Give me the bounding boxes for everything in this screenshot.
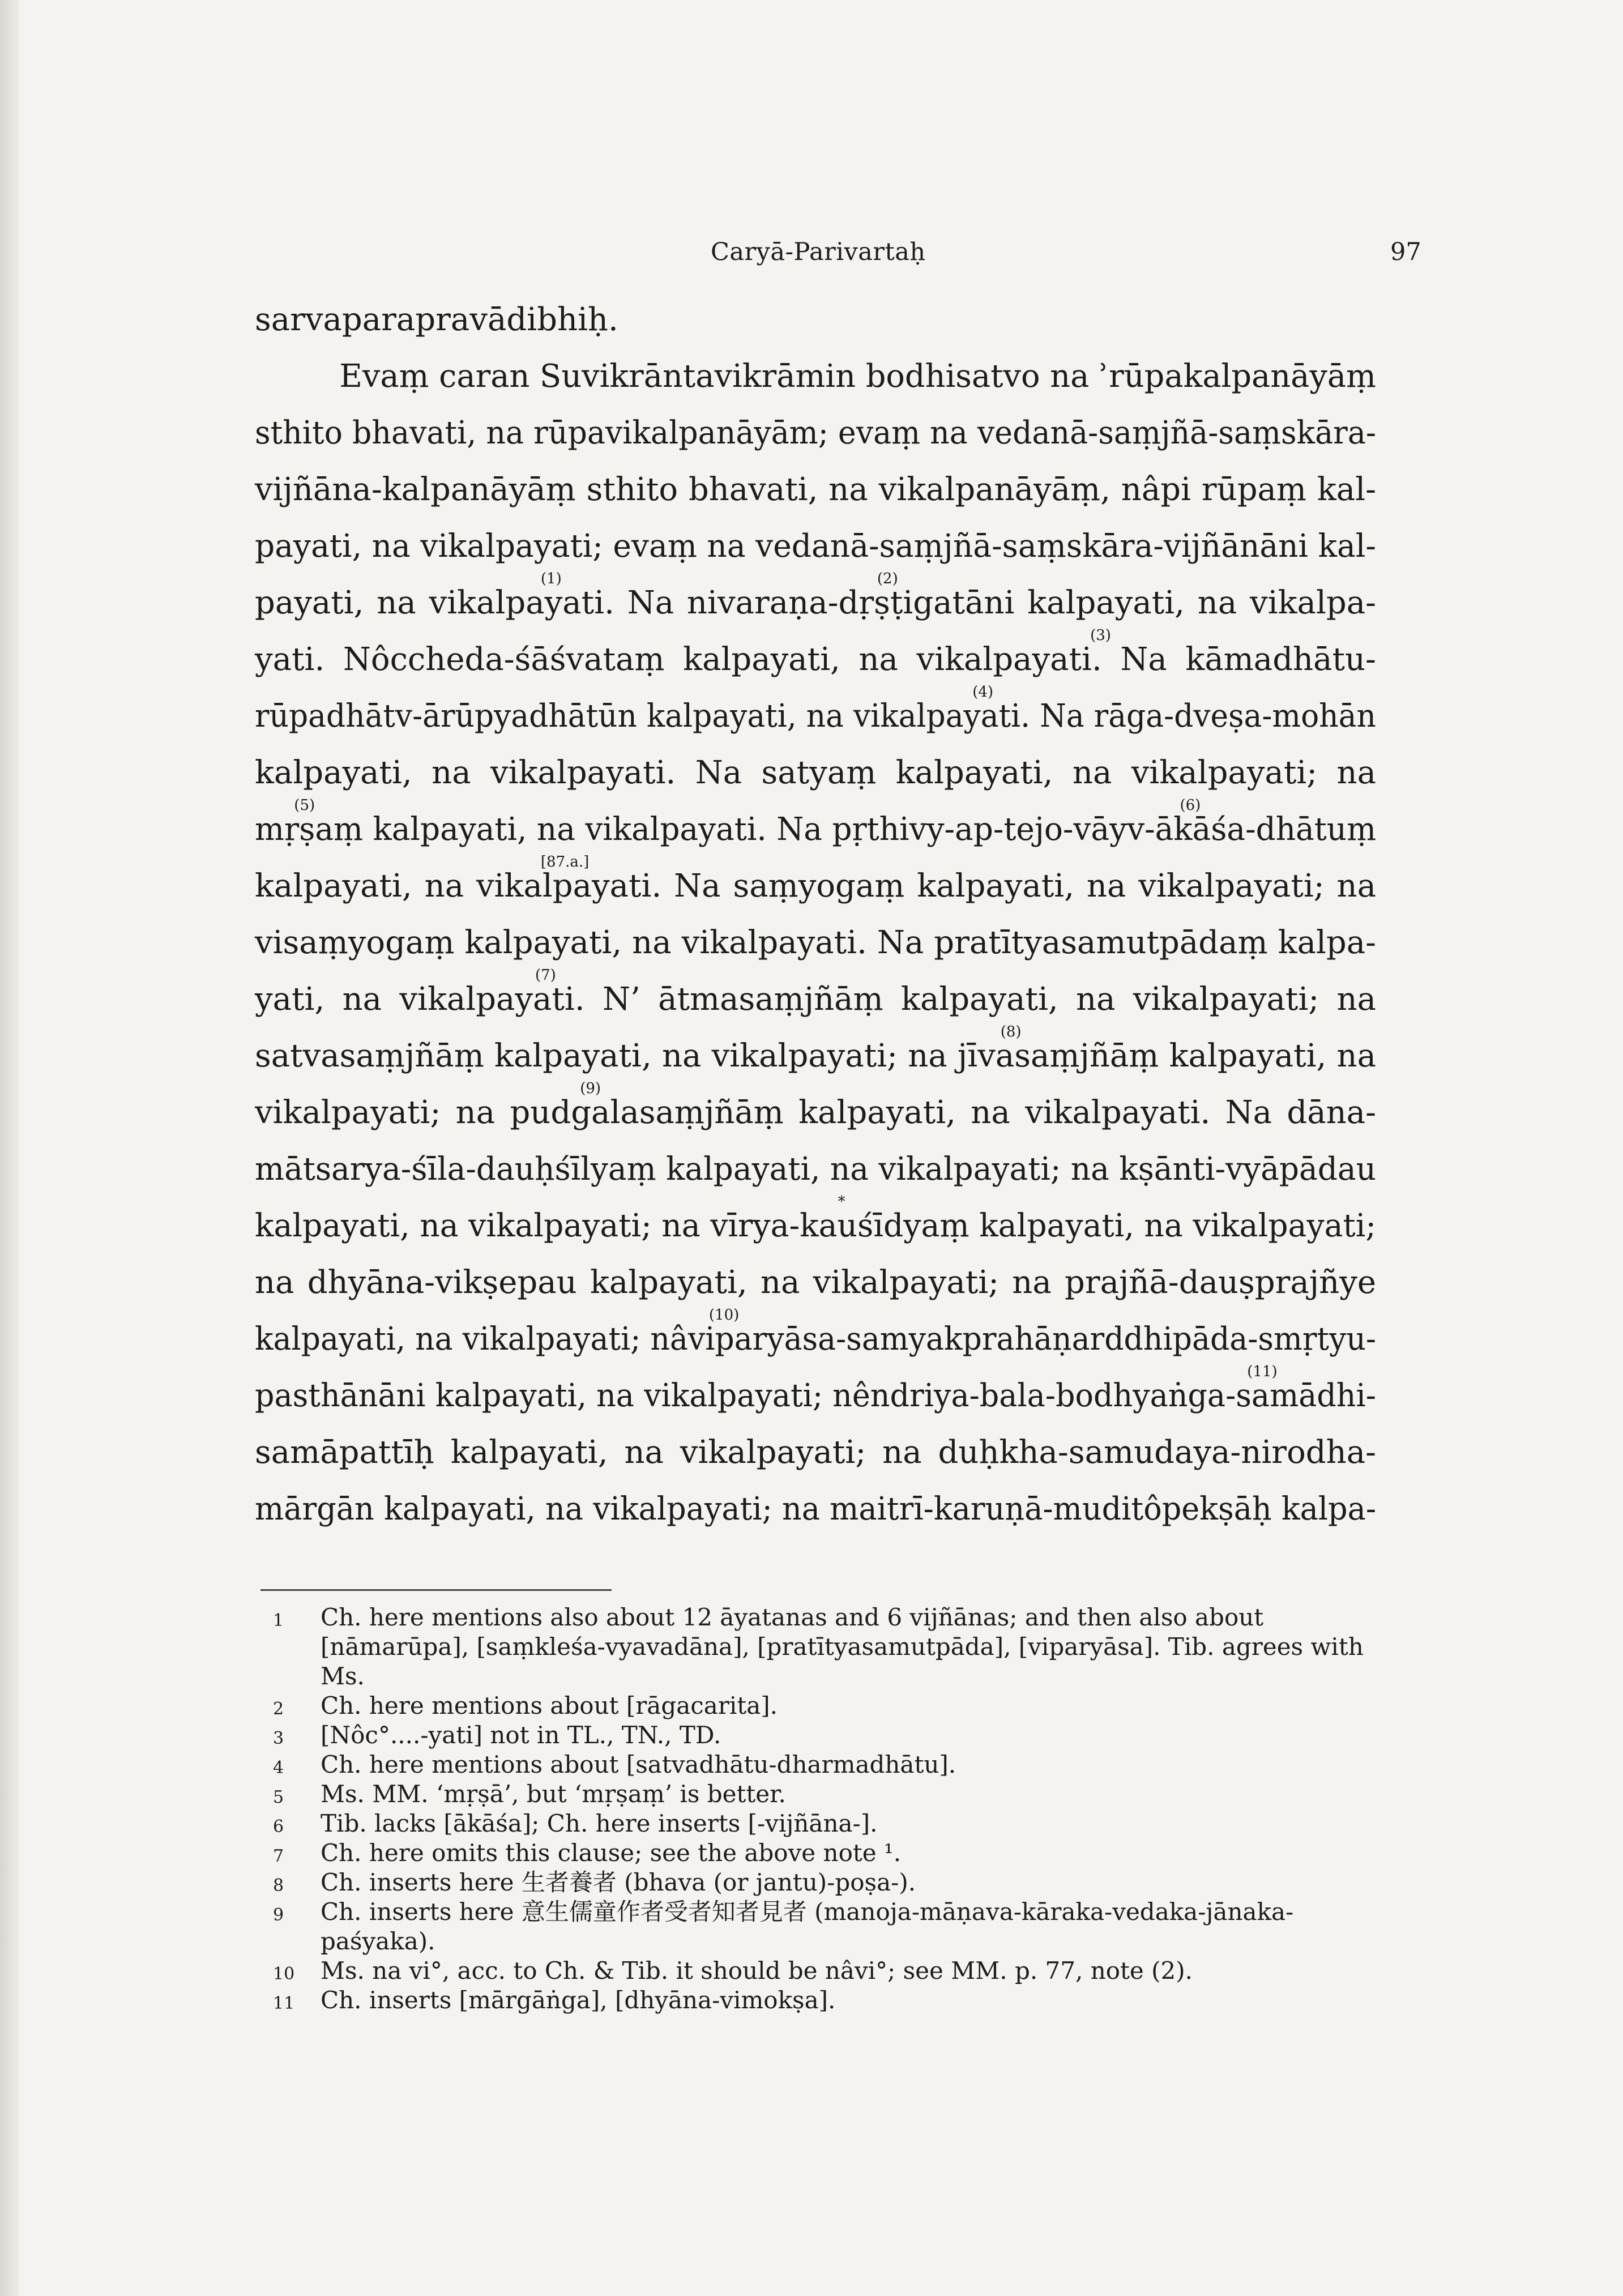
footnote-number: 4 [273, 1758, 284, 1778]
line-text: vikalpayati; na pudgalasaṃjñāṃ kalpayati, na vikalpayati. Na dāna- [255, 1094, 1376, 1131]
footnote-text: Tib. lacks [ākāśa]; Ch. here inserts [-vijñāna-]. [321, 1810, 878, 1837]
line-text: kalpayati, na vikalpayati; na vīrya-kauśīdyaṃ kalpayati, na vikalpayati; [255, 1207, 1376, 1244]
text-line [255, 967, 1376, 1028]
text-line [255, 797, 1377, 858]
footnote-number: 9 [273, 1905, 284, 1925]
footnote-marker: (1) [540, 570, 562, 587]
footnotes [266, 1603, 1382, 2015]
main-text [255, 292, 1376, 1538]
footnote-text: Ch. inserts here 意生儒童作者受者知者見者 (manoja-māṇava-kāraka-vedaka-jānaka-paśyaka). [321, 1898, 1294, 1955]
footnote [266, 1721, 1382, 1750]
footnote [266, 1838, 1382, 1868]
line-text: kalpayati, na vikalpayati; nâviparyāsa-samyakprahāṇarddhipāda-smṛtyu- [255, 1321, 1377, 1358]
page-binding-edge [0, 0, 19, 2296]
footnote-marker: (11) [1247, 1363, 1278, 1380]
footnote [266, 1897, 1382, 1956]
footnote [266, 1868, 1382, 1897]
line-text: samāpattīḥ kalpayati, na vikalpayati; na duḥkha-samudaya-nirodha- [255, 1434, 1377, 1471]
footnote-marks [255, 853, 1376, 876]
text-line [255, 627, 1376, 688]
text-line [255, 1141, 1376, 1198]
footnote-number: 6 [273, 1817, 284, 1837]
line-text: satvasaṃjñāṃ kalpayati, na vikalpayati; na jīvasaṃjñāṃ kalpayati, na [255, 1038, 1377, 1074]
footnote-marker: (10) [708, 1307, 740, 1324]
footnote-rule [260, 1589, 612, 1591]
text-line [255, 570, 1377, 631]
footnote-text: Ms. na vi°, acc. to Ch. & Tib. it should be nâvi°; see MM. p. 77, note (2). [321, 1957, 1193, 1985]
text-line [255, 684, 1376, 745]
footnote-number: 2 [273, 1699, 284, 1719]
footnote-marks [255, 1080, 1376, 1103]
text-line [255, 853, 1376, 915]
footnote-marks [255, 1023, 1376, 1046]
line-text: vijñāna-kalpanāyāṃ sthito bhavati, na vikalpanāyāṃ, nâpi rūpaṃ kal- [255, 471, 1377, 508]
footnote-marker: (3) [1090, 627, 1111, 644]
line-text: payati, na vikalpayati. Na nivaraṇa-dṛṣṭigatāni kalpayati, na vikalpa- [255, 584, 1377, 621]
footnote [266, 1986, 1382, 2015]
footnote [266, 1750, 1382, 1779]
footnote-marks [255, 627, 1376, 650]
text-line [255, 1254, 1376, 1311]
line-text: kalpayati, na vikalpayati. Na satyaṃ kalpayati, na vikalpayati; na [255, 754, 1376, 791]
line-text: yati. Nôccheda-śāśvataṃ kalpayati, na vikalpayati. Na kāmadhātu- [255, 641, 1376, 678]
text-line [255, 1363, 1376, 1424]
text-line [255, 292, 1376, 348]
text-line [255, 1481, 1376, 1538]
text-line [255, 1023, 1377, 1085]
line-text: mārgān kalpayati, na vikalpayati; na maitrī-karuṇā-muditôpekṣāḥ kalpa- [255, 1491, 1377, 1527]
line-text: visaṃyogaṃ kalpayati, na vikalpayati. Na pratītyasamutpādaṃ kalpa- [255, 924, 1377, 961]
footnote-marks [255, 570, 1376, 593]
footnote-text: Ch. inserts [mārgāṅga], [dhyāna-vimokṣa]. [321, 1986, 836, 2014]
text-line [255, 915, 1376, 971]
footnote [266, 1956, 1382, 1986]
footnote-text: Ch. here mentions also about 12 āyatanas and 6 vijñānas; and then also about [nāmarūpa], [saṃkleśa-vyavadāna], [pratītyasamutpāda], [viparyāsa]. Tib. agrees with Ms. [321, 1603, 1364, 1690]
line-text: payati, na vikalpayati; evaṃ na vedanā-saṃjñā-saṃskāra-vijñānāni kal- [255, 528, 1376, 565]
footnote-number: 3 [273, 1729, 284, 1748]
footnote-text: [Nôc°....-yati] not in TL., TN., TD. [321, 1721, 721, 1749]
text-line [255, 405, 1376, 462]
footnote-marker: [87.a.] [540, 853, 590, 870]
footnote [266, 1809, 1382, 1838]
footnote-marker: (2) [877, 570, 898, 587]
text-line [255, 462, 1376, 518]
footnote [266, 1691, 1382, 1721]
footnote-marker: (6) [1180, 797, 1201, 814]
text-line [255, 1307, 1377, 1368]
footnote [266, 1603, 1382, 1691]
footnote-text: Ch. here mentions about [satvadhātu-dharmadhātu]. [321, 1751, 956, 1778]
footnote-number: 7 [273, 1846, 284, 1866]
footnote-text: Ch. here mentions about [rāgacarita]. [321, 1692, 778, 1719]
line-text: rūpadhātv-ārūpyadhātūn kalpayati, na vikalpayati. Na rāga-dveṣa-mohān [255, 698, 1376, 735]
line-text: sarvaparapravādibhiḥ. [255, 301, 618, 338]
footnote-marks [255, 967, 1376, 989]
page-number: 97 [1390, 238, 1421, 266]
footnote-marker: (4) [972, 684, 994, 701]
running-title: Caryā-Parivartaḥ [711, 238, 926, 266]
text-line [255, 1080, 1376, 1141]
text-line [255, 745, 1376, 801]
footnote-number: 5 [273, 1787, 284, 1807]
text-line [255, 518, 1376, 575]
footnote [266, 1779, 1382, 1809]
footnote-marker: (9) [580, 1080, 601, 1097]
line-text: yati, na vikalpayati. N’ ātmasaṃjñāṃ kalpayati, na vikalpayati; na [255, 981, 1376, 1018]
line-text: na dhyāna-vikṣepau kalpayati, na vikalpayati; na prajñā-dauṣprajñye [255, 1264, 1376, 1301]
line-text: mṛṣaṃ kalpayati, na vikalpayati. Na pṛthivy-ap-tejo-vāyv-ākāśa-dhātuṃ [255, 811, 1377, 848]
footnote-marker: * [838, 1193, 845, 1210]
text-line [255, 348, 1376, 405]
line-text: sthito bhavati, na rūpavikalpanāyām; evaṃ na vedanā-saṃjñā-saṃskāra- [255, 415, 1377, 451]
footnote-marker: (5) [294, 797, 315, 814]
footnote-marker: (8) [1000, 1023, 1022, 1040]
text-line [255, 1193, 1376, 1254]
footnote-number: 11 [273, 1994, 295, 2013]
footnote-number: 10 [273, 1964, 295, 1984]
footnote-text: Ch. here omits this clause; see the above note ¹. [321, 1839, 902, 1867]
line-text: mātsarya-śīla-dauḥśīlyaṃ kalpayati, na vikalpayati; na kṣānti-vyāpādau [255, 1151, 1376, 1188]
text-line [255, 1424, 1376, 1481]
footnote-text: Ch. inserts here 生者養者 (bhava (or jantu)-poṣa-). [321, 1868, 916, 1896]
footnote-marker: (7) [535, 967, 556, 984]
line-text: pasthānāni kalpayati, na vikalpayati; nêndriya-bala-bodhyaṅga-samādhi- [255, 1377, 1376, 1414]
line-text: Evaṃ caran Suvikrāntavikrāmin bodhisatvo na ʾrūpakalpanāyāṃ [339, 358, 1376, 395]
footnote-number: 8 [273, 1876, 284, 1896]
footnote-number: 1 [273, 1611, 284, 1631]
footnote-text: Ms. MM. ‘mṛṣā’, but ‘mṛṣaṃ’ is better. [321, 1780, 786, 1808]
line-text: kalpayati, na vikalpayati. Na saṃyogaṃ kalpayati, na vikalpayati; na [255, 868, 1376, 904]
